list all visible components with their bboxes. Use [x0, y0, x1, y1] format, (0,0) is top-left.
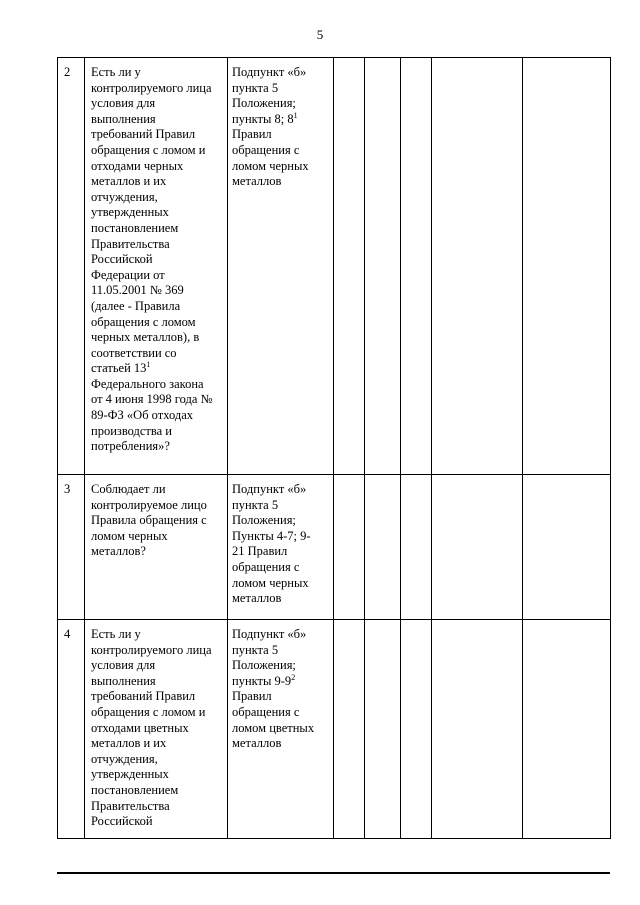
answer-cell[interactable] — [432, 58, 523, 475]
question-line: Есть ли у — [91, 627, 141, 641]
question-line: Соблюдает ли — [91, 482, 166, 496]
reference-cell — [228, 58, 334, 475]
reference-line-text: пункты 9-9 — [232, 673, 292, 688]
answer-cell[interactable] — [523, 475, 611, 620]
answer-cell[interactable] — [523, 58, 611, 475]
reference-line: обращения с — [232, 142, 300, 157]
question-line: металлов? — [91, 544, 146, 559]
reference-line: Правил — [232, 127, 272, 142]
table-row — [58, 620, 611, 839]
reference-line: ломом цветных — [232, 720, 315, 735]
answer-cell[interactable] — [432, 620, 523, 839]
answer-cell[interactable] — [334, 620, 365, 839]
question-line: условия для — [91, 96, 156, 111]
reference-line: Положения; — [232, 96, 296, 111]
question-line: ломом черных — [91, 528, 168, 543]
question-line: Российской — [91, 814, 153, 829]
question-cell — [85, 620, 228, 839]
question-line: Правительства — [91, 236, 170, 251]
reference-line: обращения с — [232, 559, 300, 574]
question-line: производства и — [91, 423, 172, 438]
question-line: утвержденных — [91, 205, 169, 220]
reference-line: 21 Правил — [232, 544, 288, 559]
row-number: 3 — [58, 475, 85, 620]
question-line: отчуждения, — [91, 189, 158, 204]
question-line: условия для — [91, 658, 156, 673]
reference-line: металлов — [232, 591, 282, 606]
question-line: Российской — [91, 252, 153, 267]
question-line: металлов и их — [91, 174, 167, 189]
answer-cell[interactable] — [365, 58, 401, 475]
question-line: Есть ли у — [91, 65, 141, 79]
question-line: металлов и их — [91, 736, 167, 751]
answer-cell[interactable] — [365, 620, 401, 839]
question-line: постановлением — [91, 782, 179, 797]
question-line: выполнения — [91, 673, 156, 688]
question-line: Федерации от — [91, 267, 165, 282]
question-line: требований Правил — [91, 689, 196, 704]
reference-line: пункта 5 — [232, 642, 279, 657]
question-line: отходами черных — [91, 158, 184, 173]
question-line: Федерального закона — [91, 376, 204, 391]
question-line: (далее - Правила — [91, 298, 181, 313]
reference-line: Подпункт «б» — [232, 627, 307, 641]
answer-cell[interactable] — [401, 58, 432, 475]
question-line: черных металлов), в — [91, 330, 200, 345]
reference-line: металлов — [232, 736, 282, 751]
reference-line: обращения с — [232, 704, 300, 719]
reference-cell — [228, 475, 334, 620]
question-line: 89-ФЗ «Об отходах — [91, 408, 194, 423]
footnote-superscript: 2 — [291, 672, 296, 682]
question-line: обращения с ломом и — [91, 142, 206, 157]
reference-line: Положения; — [232, 658, 296, 673]
question-line — [91, 361, 222, 377]
answer-cell[interactable] — [401, 620, 432, 839]
answer-cell[interactable] — [334, 475, 365, 620]
question-cell — [85, 58, 228, 475]
reference-line: Подпункт «б» — [232, 482, 307, 496]
row-number: 2 — [58, 58, 85, 475]
footer-rule — [57, 872, 610, 874]
reference-line — [232, 674, 328, 690]
answer-cell[interactable] — [365, 475, 401, 620]
question-line: требований Правил — [91, 127, 196, 142]
answer-cell[interactable] — [523, 620, 611, 839]
question-line: 11.05.2001 № 369 — [91, 283, 184, 298]
footnote-superscript: 1 — [293, 110, 298, 120]
reference-line: пункта 5 — [232, 80, 279, 95]
reference-line: ломом черных — [232, 158, 309, 173]
reference-line-text: пункты 8; 8 — [232, 111, 294, 126]
question-line: выполнения — [91, 111, 156, 126]
question-line: контролируемое лицо — [91, 497, 207, 512]
answer-cell[interactable] — [334, 58, 365, 475]
reference-line: металлов — [232, 174, 282, 189]
question-line: обращения с ломом — [91, 314, 196, 329]
reference-line: ломом черных — [232, 575, 309, 590]
question-line: потребления»? — [91, 439, 170, 454]
question-line: Правительства — [91, 798, 170, 813]
reference-line — [232, 112, 328, 128]
footnote-superscript: 1 — [146, 360, 151, 370]
reference-cell — [228, 620, 334, 839]
question-line: утвержденных — [91, 767, 169, 782]
question-line: контролируемого лица — [91, 80, 212, 95]
table-row — [58, 58, 611, 475]
answer-cell[interactable] — [401, 475, 432, 620]
reference-line: Подпункт «б» — [232, 65, 307, 79]
question-line: от 4 июня 1998 года № — [91, 392, 213, 407]
reference-line: Правил — [232, 689, 272, 704]
checklist-table — [57, 57, 611, 839]
question-line: контролируемого лица — [91, 642, 212, 657]
question-line: отчуждения, — [91, 751, 158, 766]
question-line: Правила обращения с — [91, 513, 207, 528]
page-number: 5 — [316, 27, 324, 42]
question-line: постановлением — [91, 220, 179, 235]
question-cell — [85, 475, 228, 620]
question-line: обращения с ломом и — [91, 704, 206, 719]
reference-line: пункта 5 — [232, 497, 279, 512]
row-number: 4 — [58, 620, 85, 839]
question-line-text: статьей 13 — [91, 361, 147, 376]
answer-cell[interactable] — [432, 475, 523, 620]
question-line: соответствии со — [91, 345, 177, 360]
table-row — [58, 475, 611, 620]
reference-line: Пункты 4-7; 9- — [232, 528, 311, 543]
reference-line: Положения; — [232, 513, 296, 528]
question-line: отходами цветных — [91, 720, 189, 735]
